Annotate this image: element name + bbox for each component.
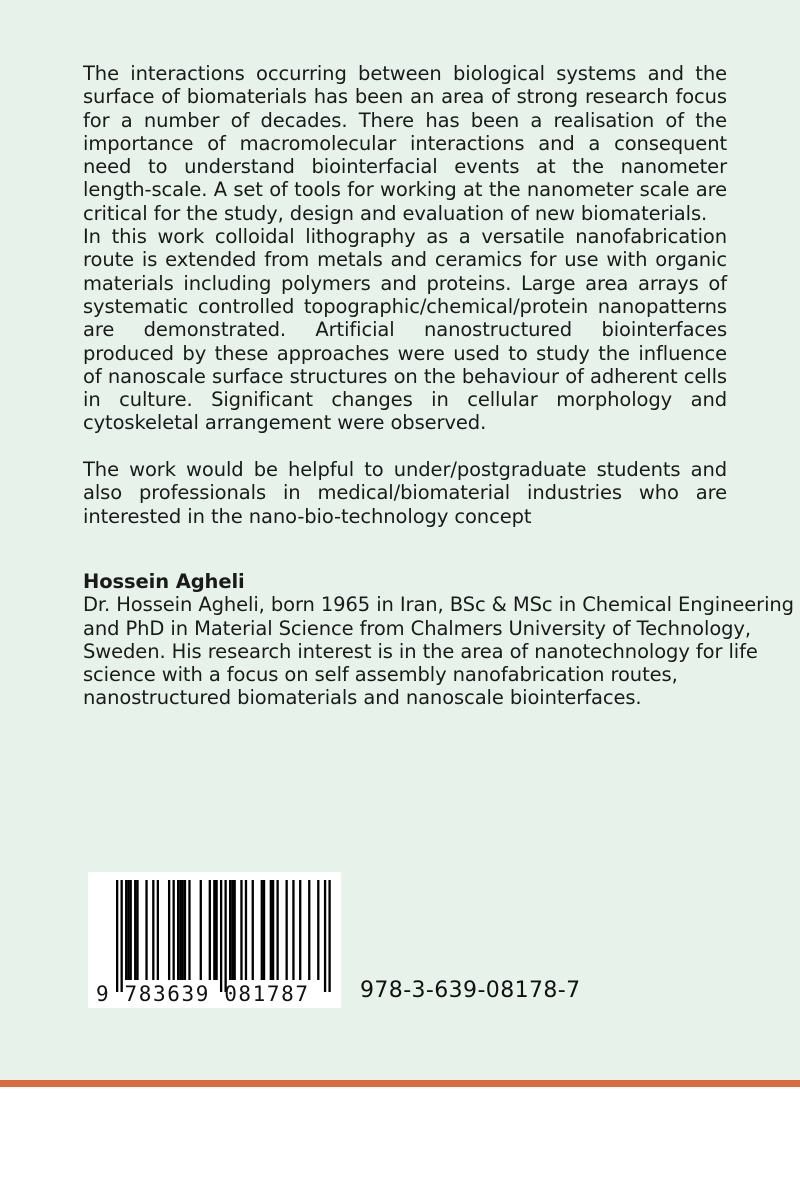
abstract-paragraph-1: The interactions occurring between biological systems and the surface of biomaterials has been an area of strong research focus for a number of decades. There has been a realisation of the importance of macromolecular interactions and a consequent need to understand biointerfacial events at the nanometer length-scale. A set of tools for working at the nanometer scale are critical for the study, design and evaluation of new biomaterials. [83, 62, 727, 225]
barcode-guard-bar [116, 880, 118, 992]
author-bio-line: nanostructured biomaterials and nanoscale biointerfaces. [83, 686, 642, 710]
barcode-bar [229, 880, 231, 980]
barcode-bar [168, 880, 170, 980]
barcode-bar [136, 880, 138, 980]
barcode-bar [308, 880, 310, 980]
barcode-bar [188, 880, 190, 980]
barcode-bar [234, 880, 236, 980]
barcode-bar [173, 880, 175, 980]
barcode-guard-bar [324, 880, 326, 992]
barcode-bar [179, 880, 181, 980]
barcode-bar [231, 880, 233, 980]
barcode-bar [125, 880, 127, 980]
isbn-number: 978-3-639-08178-7 [360, 978, 581, 1003]
barcode-bar [240, 880, 242, 980]
barcode-bar [184, 880, 186, 980]
barcode-guard-bar [121, 880, 123, 992]
barcode-bar [145, 880, 147, 980]
author-bio-line: Sweden. His research interest is in the area of nanotechnology for life [83, 639, 758, 663]
barcode-bar [272, 880, 274, 980]
barcode-bar [213, 880, 215, 980]
barcode-bar [130, 880, 132, 980]
abstract-paragraph-2: In this work colloidal lithography as a versatile nanofabrication route is extended from metals and ceramics for use with organic materials including polymers and proteins. Large area arrays of systematic controlled topographic/chemical/protein nanopatterns are demonstrated. Artificial nanostructured biointerfaces produced by these approaches were used to study the influence of nanoscale surface structures on the behaviour of adherent cells in culture. Significant changes in cellular morphology and cytoskeletal arrangement were observed. [83, 225, 727, 435]
barcode-bar [292, 880, 294, 980]
barcode-guard-bar [220, 880, 222, 992]
barcode-guard-bar [328, 880, 330, 992]
audience-paragraph: The work would be helpful to under/postgraduate students and also professionals in medical/biomaterial industries who are interested in the nano-bio-technology concept [83, 458, 727, 528]
barcode-bar [209, 880, 211, 980]
author-bio-line: Dr. Hossein Agheli, born 1965 in Iran, BSc & MSc in Chemical Engineering [83, 593, 794, 617]
author-bio-line: science with a focus on self assembly nanofabrication routes, [83, 663, 678, 687]
barcode-bar [245, 880, 247, 980]
barcode-bar [252, 880, 254, 980]
barcode-bar [134, 880, 136, 980]
barcode-bar [276, 880, 278, 980]
barcode-bar [317, 880, 319, 980]
author-name: Hossein Agheli [83, 570, 245, 593]
barcode-guard-bar [224, 880, 226, 992]
barcode-bar [270, 880, 272, 980]
barcode-bar [200, 880, 202, 980]
barcode-bar [177, 880, 179, 980]
barcode-bar [215, 880, 217, 980]
author-section [83, 570, 794, 710]
barcode-bar [299, 880, 301, 980]
barcode [88, 872, 341, 1008]
author-bio-line: and PhD in Material Science from Chalmers University of Technology, [83, 616, 751, 640]
barcode-bar [157, 880, 159, 980]
barcode-bar [263, 880, 265, 980]
barcode-bar [152, 880, 154, 980]
barcode-bar [261, 880, 263, 980]
barcode-digits: 9 783639 081787 [96, 982, 310, 1006]
barcode-bar [286, 880, 288, 980]
barcode-bar [182, 880, 184, 980]
abstract-block [83, 62, 727, 435]
barcode-bar [127, 880, 129, 980]
orange-accent-band [0, 1080, 800, 1087]
